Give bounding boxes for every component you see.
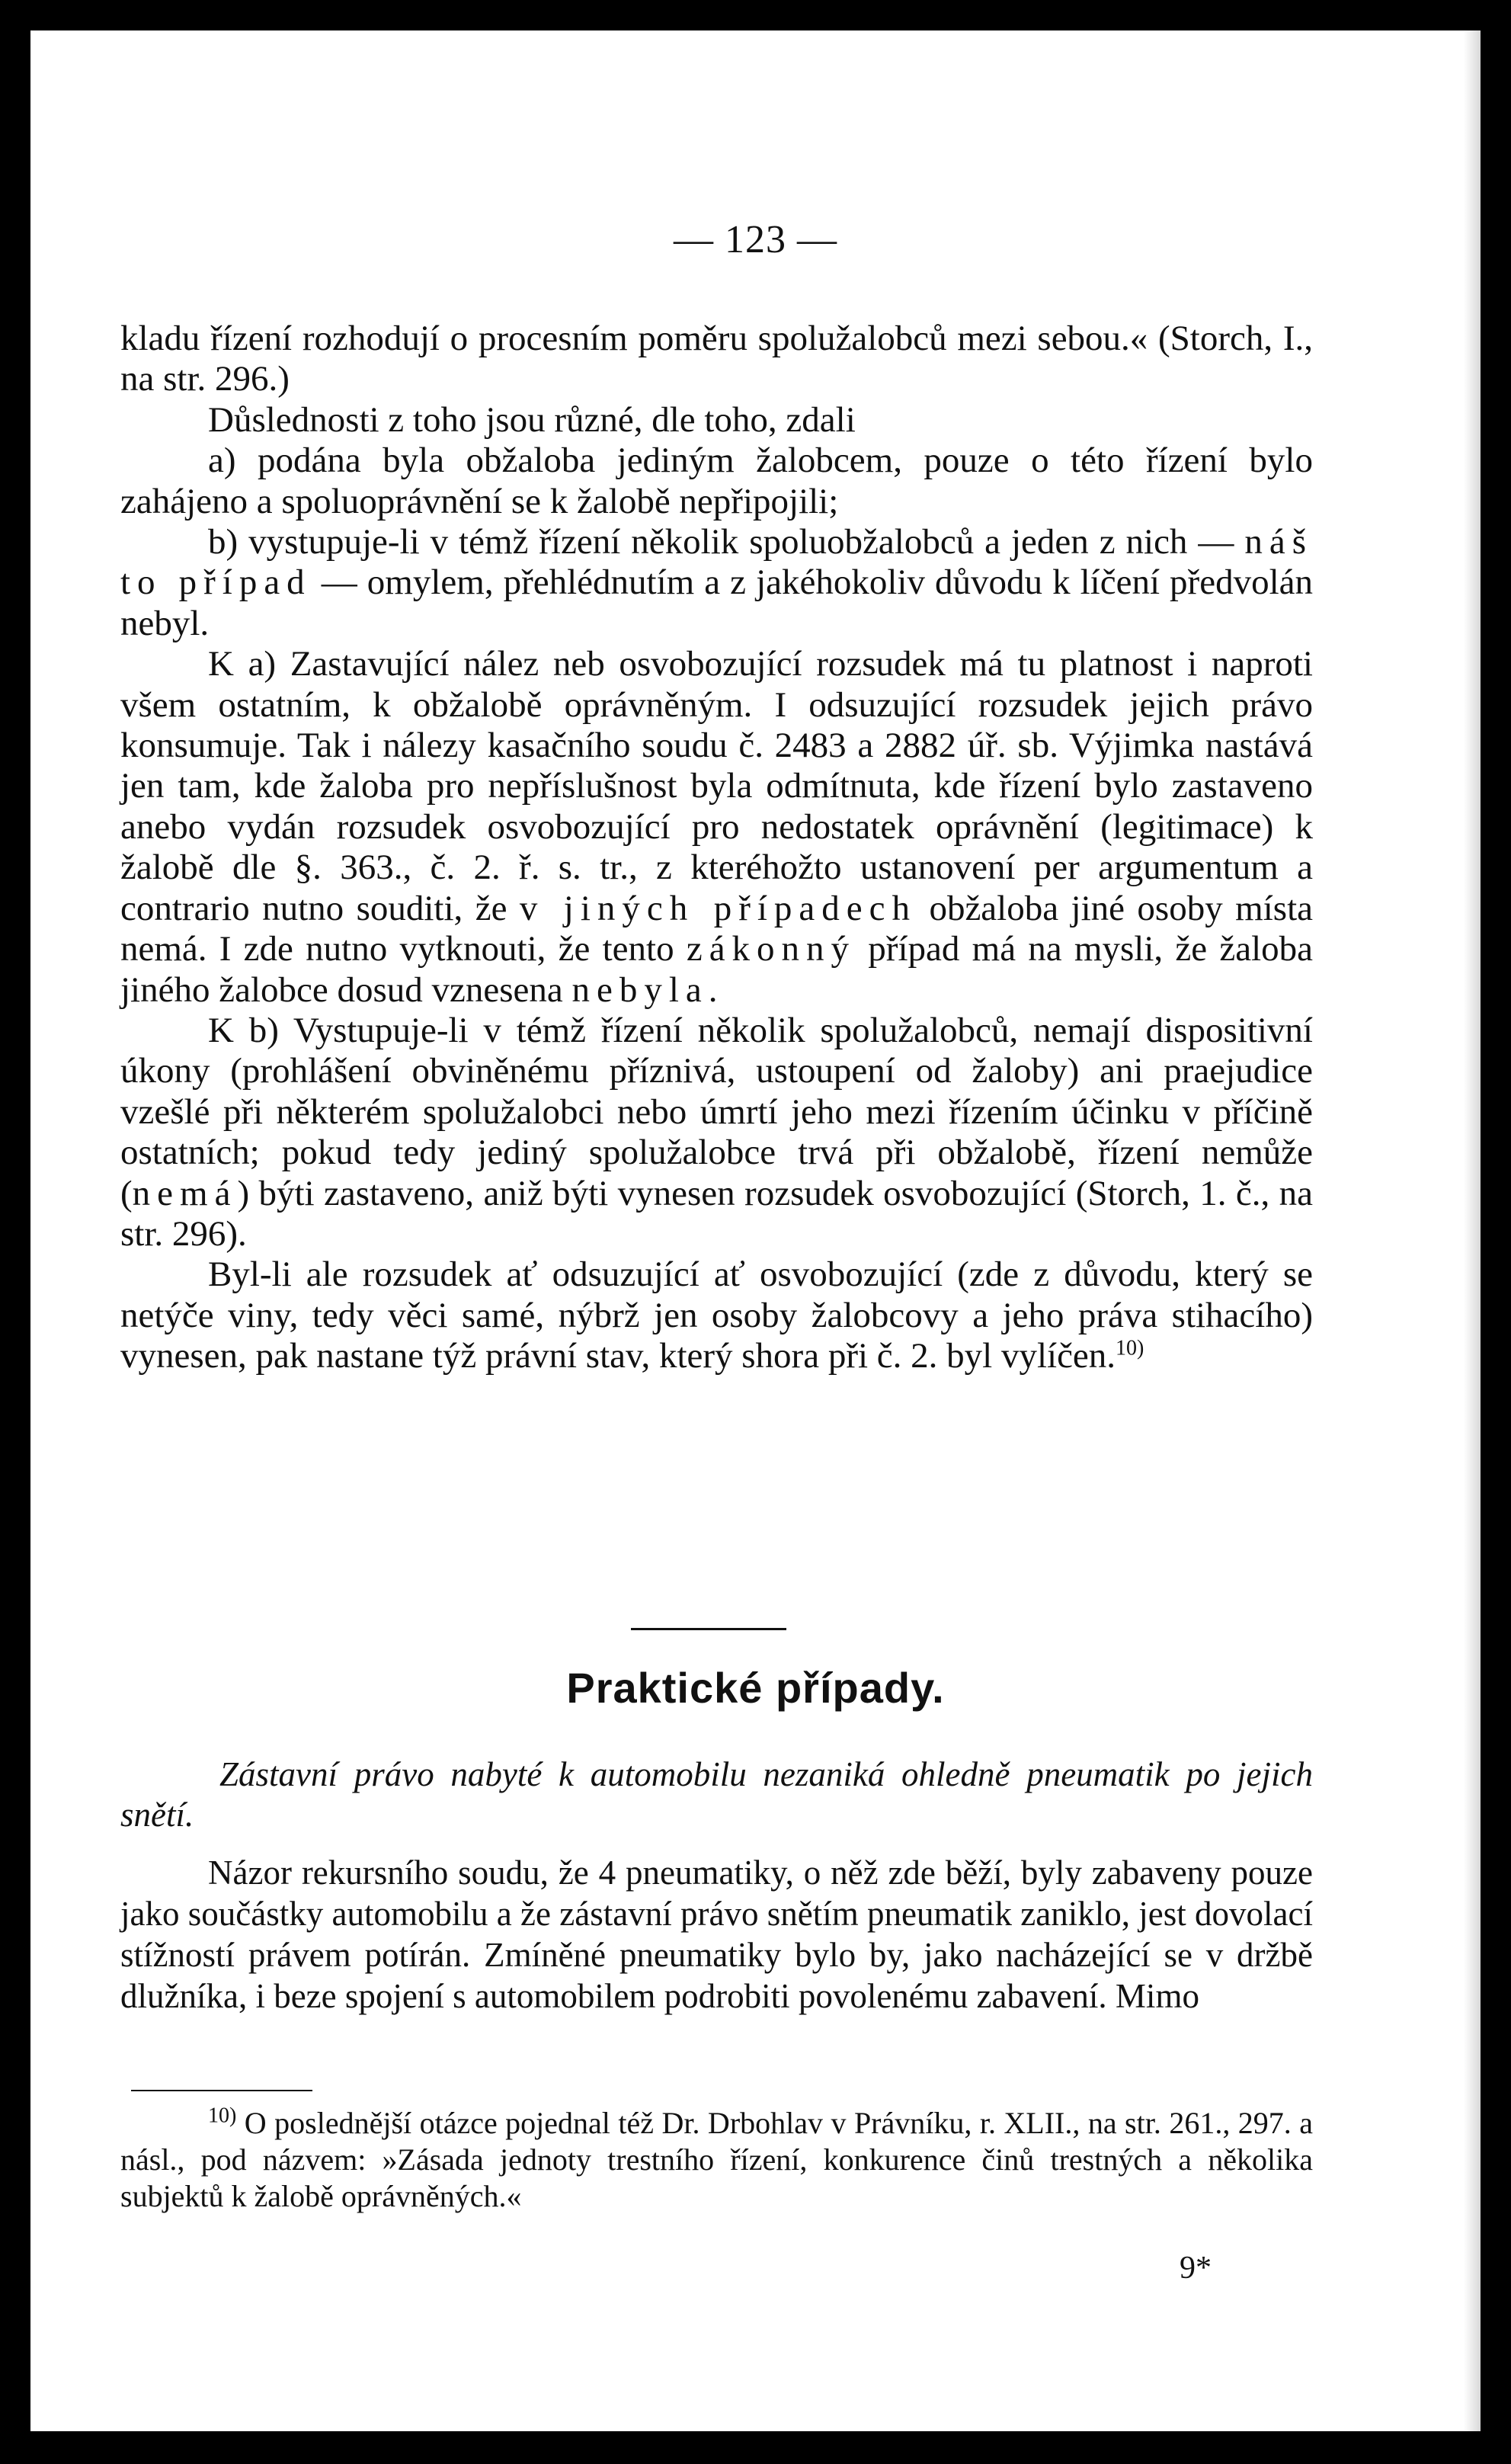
paragraph-3: a) podána byla obžaloba jediným žalobcem, pouze o této řízení bylo zahájeno a spoluoprávnění se k žalobě nepřipojili;	[120, 441, 1313, 521]
emphasis-nas-pripad: náš to případ	[120, 522, 1313, 603]
paragraph-5-text-3: případ má na mysli, že žaloba jiného žalobce dosud vznesena	[120, 929, 1313, 1010]
footnote-number: 10)	[208, 2104, 237, 2128]
case-lead: Zástavní právo nabyté k automobilu nezaniká ohledně pneumatik po jejich snětí.	[120, 1755, 1313, 1834]
section-title: Praktické případy.	[566, 1664, 945, 1712]
footnote-rule	[131, 2090, 312, 2091]
body-text	[120, 319, 1313, 1377]
paragraph-5-text: K a) Zastavující nález neb osvobozující rozsudek má tu platnost i naproti všem ostatním, k obžalobě oprávněným. I odsuzující rozsudek jejich právo konsumuje. Tak i nálezy kasačního soudu č. 2483 a 2882 úř. sb. Výjimka nastává jen tam, kde žaloba pro nepříslušnost byla odmítnuta, kde řízení bylo zastaveno anebo vydán rozsudek osvobozující pro nedostatek oprávnění (legitimace) k žalobě dle §. 363., č. 2. ř. s. tr., z kteréhožto ustanovení per argumentum a contrario nutno souditi, že	[120, 644, 1313, 928]
paragraph-6-text: K b) Vystupuje-li v témž řízení několik spolužalobců, nemají dispositivní úkony (prohlášení obviněnému příznivá, ustoupení od žaloby) ani praejudice vzešlé při některém spolužalobci nebo úmrtí jeho mezi řízením účinku v příčině ostatních; pokud tedy jediný spolužalobce trvá při obžalobě, řízení nemůže (	[120, 1010, 1313, 1213]
paragraph-7	[120, 1254, 1313, 1376]
footnote	[120, 2105, 1313, 2215]
paragraph-6-text-2: ) býti zastaveno, aniž býti vynesen rozsudek osvobozující (Storch, 1. č., na str. 296).	[120, 1173, 1313, 1254]
paragraph-5-text-2: obžaloba jiné osoby místa nemá. I zde nutno vytknouti, že tento	[120, 888, 1313, 969]
paragraph-5	[120, 644, 1313, 1011]
paragraph-1: kladu řízení rozhodují o procesním poměru spolužalobců mezi sebou.« (Storch, I., na str. 296.)	[120, 319, 1313, 399]
page-number: — 123 —	[674, 218, 837, 261]
emphasis-nema: nemá	[132, 1173, 238, 1213]
paragraph-4	[120, 522, 1313, 644]
paragraph-7-text: Byl-li ale rozsudek ať odsuzující ať osvobozující (zde z důvodu, který se netýče viny, tedy věci samé, nýbrž jen osoby žalobcovy a jeho práva stihacího) vynesen, pak nastane týž právní stav, který shora při č. 2. byl vylíčen.	[120, 1254, 1313, 1376]
paragraph-5-text-4: .	[708, 969, 718, 1010]
paragraph-4-text-end: — omylem, přehlédnutím a z jakéhokoliv důvodu k líčení předvolán nebyl.	[120, 562, 1313, 643]
emphasis-v-jinych-pripadech: v jiných případech	[519, 888, 917, 928]
scanned-page	[30, 30, 1481, 2431]
paragraph-6	[120, 1011, 1313, 1254]
emphasis-nebyla: nebyla	[571, 969, 709, 1010]
paragraph-4-text: b) vystupuje-li v témž řízení několik spoluobžalobců a jeden z nich —	[208, 522, 1245, 562]
footnote-text: O poslednější otázce pojednal též Dr. Drbohlav v Právníku, r. XLII., na str. 261., 297. a násl., pod názvem: »Zásada jednoty trestního řízení, konkurence činů trestných a několika subjektů k žalobě oprávněných.«	[120, 2106, 1313, 2213]
signature-mark: 9*	[1180, 2251, 1212, 2286]
emphasis-zakonny: zákonný	[686, 929, 856, 969]
case-text: Názor rekursního soudu, že 4 pneumatiky, o něž zde běží, byly zabaveny pouze jako součástky automobilu a že zástavní právo snětím pneumatik zaniklo, jest dovolací stížností právem potírán. Zmíněné pneumatiky bylo by, jako nacházející se v držbě dlužníka, i beze spojení s automobilem podrobiti povolenému zabavení. Mimo	[120, 1854, 1313, 2015]
paragraph-2: Důslednosti z toho jsou různé, dle toho, zdali	[208, 399, 856, 440]
footnote-reference: 10)	[1116, 1336, 1144, 1360]
page-edge-shadow	[1464, 30, 1481, 2431]
section-divider	[631, 1628, 786, 1630]
